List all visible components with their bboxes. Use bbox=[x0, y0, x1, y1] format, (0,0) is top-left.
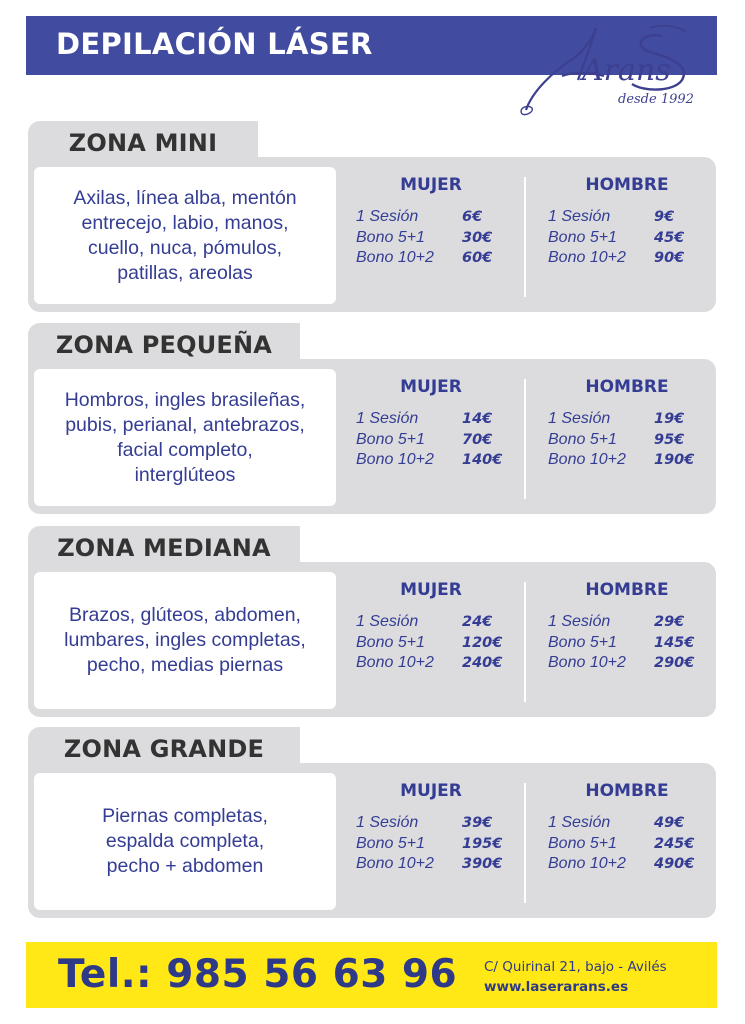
price-label: 1 Sesión bbox=[356, 613, 419, 631]
price-label: Bono 5+1 bbox=[356, 633, 425, 651]
zone-description: Axilas, línea alba, mentón entrecejo, labio, manos, cuello, nuca, pómulos, patillas, areolas bbox=[73, 186, 297, 284]
price-row bbox=[356, 228, 526, 249]
women-price-column bbox=[356, 175, 526, 269]
price-row bbox=[548, 813, 718, 834]
women-header: MUJER bbox=[400, 175, 462, 195]
zone-tab bbox=[28, 526, 300, 576]
women-header: MUJER bbox=[400, 781, 462, 801]
price-value: 145€ bbox=[654, 634, 695, 651]
price-value: 30€ bbox=[462, 229, 493, 246]
price-value: 195€ bbox=[462, 835, 503, 852]
price-label: 1 Sesión bbox=[548, 613, 611, 631]
women-price-column bbox=[356, 377, 526, 471]
price-row bbox=[356, 450, 526, 471]
price-row bbox=[356, 834, 526, 855]
zone-pequena bbox=[28, 323, 716, 486]
price-row bbox=[548, 430, 718, 451]
footer-banner bbox=[26, 942, 717, 1008]
price-value: 24€ bbox=[462, 614, 493, 631]
price-label: 1 Sesión bbox=[356, 814, 419, 832]
price-value: 190€ bbox=[654, 452, 695, 469]
price-row bbox=[356, 612, 526, 633]
men-header: HOMBRE bbox=[585, 175, 669, 195]
price-value: 49€ bbox=[654, 815, 685, 832]
price-row bbox=[356, 813, 526, 834]
price-value: 90€ bbox=[654, 250, 685, 267]
price-label: Bono 10+2 bbox=[548, 855, 626, 873]
price-label: Bono 5+1 bbox=[356, 228, 425, 246]
price-label: Bono 10+2 bbox=[548, 249, 626, 267]
price-row bbox=[356, 207, 526, 228]
price-row bbox=[548, 653, 718, 674]
zone-grande bbox=[28, 727, 716, 883]
men-price-column bbox=[548, 781, 718, 875]
price-value: 39€ bbox=[462, 815, 493, 832]
men-header: HOMBRE bbox=[585, 781, 669, 801]
price-row bbox=[548, 248, 718, 269]
women-header: MUJER bbox=[400, 580, 462, 600]
price-label: 1 Sesión bbox=[548, 814, 611, 832]
price-label: Bono 5+1 bbox=[548, 834, 617, 852]
price-row bbox=[548, 207, 718, 228]
price-label: 1 Sesión bbox=[356, 208, 419, 226]
price-label: Bono 5+1 bbox=[548, 633, 617, 651]
price-row bbox=[356, 248, 526, 269]
price-label: Bono 5+1 bbox=[356, 430, 425, 448]
zone-title: ZONA MEDIANA bbox=[57, 534, 271, 562]
price-row bbox=[548, 633, 718, 654]
price-value: 140€ bbox=[462, 452, 503, 469]
price-row bbox=[548, 409, 718, 430]
price-label: Bono 10+2 bbox=[548, 451, 626, 469]
price-value: 6€ bbox=[462, 209, 483, 226]
price-label: Bono 5+1 bbox=[548, 228, 617, 246]
column-divider bbox=[524, 379, 526, 499]
price-row bbox=[356, 854, 526, 875]
zone-mediana bbox=[28, 526, 716, 682]
price-value: 45€ bbox=[654, 229, 685, 246]
column-divider bbox=[524, 177, 526, 297]
zone-mini bbox=[28, 121, 716, 284]
women-price-column bbox=[356, 781, 526, 875]
price-value: 14€ bbox=[462, 411, 493, 428]
price-label: Bono 5+1 bbox=[548, 430, 617, 448]
price-row bbox=[548, 228, 718, 249]
zone-description: Brazos, glúteos, abdomen, lumbares, ingles completas, pecho, medias piernas bbox=[64, 604, 306, 676]
price-value: 19€ bbox=[654, 411, 685, 428]
price-row bbox=[548, 612, 718, 633]
price-row bbox=[548, 854, 718, 875]
price-row bbox=[548, 450, 718, 471]
price-label: Bono 10+2 bbox=[356, 855, 434, 873]
arans-logo-graphic bbox=[512, 22, 707, 122]
price-label: Bono 10+2 bbox=[356, 451, 434, 469]
column-divider bbox=[524, 582, 526, 702]
zone-title: ZONA GRANDE bbox=[63, 735, 265, 763]
price-row bbox=[356, 430, 526, 451]
men-price-column bbox=[548, 580, 718, 674]
zone-description-box bbox=[34, 773, 336, 910]
zone-title: ZONA PEQUEÑA bbox=[55, 331, 273, 359]
price-row bbox=[356, 633, 526, 654]
price-row bbox=[356, 653, 526, 674]
women-price-column bbox=[356, 580, 526, 674]
page-title: DEPILACIÓN LÁSER bbox=[56, 27, 373, 61]
zone-title: ZONA MINI bbox=[68, 129, 218, 157]
men-header: HOMBRE bbox=[585, 580, 669, 600]
price-label: 1 Sesión bbox=[548, 208, 611, 226]
price-row bbox=[356, 409, 526, 430]
phone-number[interactable]: Tel.: 985 56 63 96 bbox=[58, 952, 458, 997]
price-value: 29€ bbox=[654, 614, 685, 631]
zone-description: Hombros, ingles brasileñas, pubis, perianal, antebrazos, facial completo, interglúteos bbox=[64, 388, 306, 486]
logo-tagline: desde 1992 bbox=[618, 92, 694, 107]
zone-description-box bbox=[34, 369, 336, 506]
zone-tab bbox=[28, 323, 300, 373]
price-value: 60€ bbox=[462, 250, 493, 267]
price-label: Bono 10+2 bbox=[548, 654, 626, 672]
logo-wordmark: Arans bbox=[582, 53, 671, 88]
price-value: 390€ bbox=[462, 856, 503, 873]
price-value: 120€ bbox=[462, 634, 503, 651]
price-value: 490€ bbox=[654, 856, 695, 873]
men-price-column bbox=[548, 377, 718, 471]
price-value: 245€ bbox=[654, 835, 695, 852]
address: C/ Quirinal 21, bajo - Avilés bbox=[484, 959, 667, 975]
price-label: 1 Sesión bbox=[356, 410, 419, 428]
price-value: 70€ bbox=[462, 431, 493, 448]
zone-description: Piernas completas, espalda completa, pecho + abdomen bbox=[102, 805, 268, 877]
price-value: 290€ bbox=[654, 655, 695, 672]
arans-logo bbox=[512, 22, 707, 122]
price-label: Bono 5+1 bbox=[356, 834, 425, 852]
men-header: HOMBRE bbox=[585, 377, 669, 397]
price-label: Bono 10+2 bbox=[356, 654, 434, 672]
zone-description-box bbox=[34, 167, 336, 304]
zone-description-box bbox=[34, 572, 336, 709]
price-label: 1 Sesión bbox=[548, 410, 611, 428]
price-value: 240€ bbox=[462, 655, 503, 672]
price-value: 9€ bbox=[654, 209, 675, 226]
website-link[interactable]: www.laserarans.es bbox=[484, 979, 629, 995]
column-divider bbox=[524, 783, 526, 903]
price-row bbox=[548, 834, 718, 855]
price-label: Bono 10+2 bbox=[356, 249, 434, 267]
price-value: 95€ bbox=[654, 431, 685, 448]
zone-tab bbox=[28, 727, 300, 777]
women-header: MUJER bbox=[400, 377, 462, 397]
men-price-column bbox=[548, 175, 718, 269]
zone-tab bbox=[28, 121, 258, 171]
